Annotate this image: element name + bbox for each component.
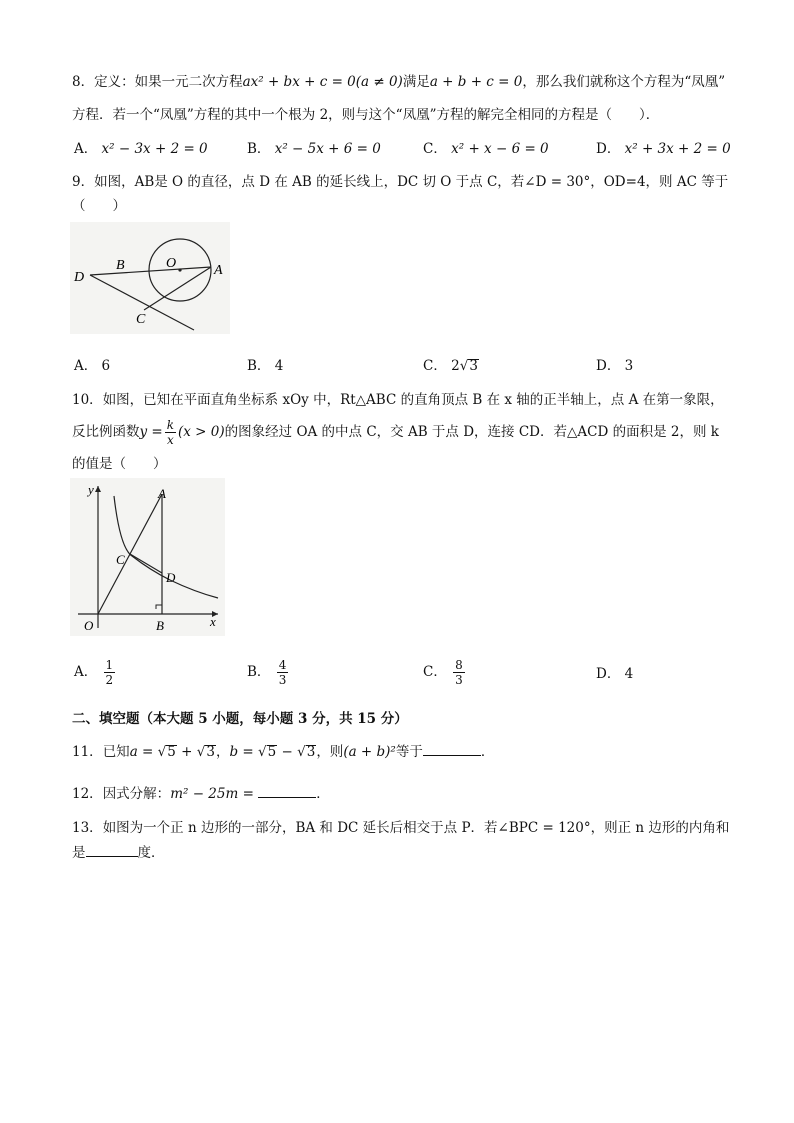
- q12-line: 12．因式分解：m² − 25m = ．: [72, 786, 330, 802]
- q11-line: 11．已知a = √5 + √3，b = √5 − √3，则(a + b)²等于 ．: [72, 744, 495, 760]
- q10-option-c[interactable]: C． $\frac{8}{3}$: [423, 658, 463, 687]
- q10-label-x: x: [210, 614, 216, 629]
- q8-condition: a + b + c = 0: [429, 74, 523, 90]
- q8-text2: 满足: [402, 74, 430, 90]
- q8-line2: 方程．若一个“凤凰”方程的其中一个根为 2，则与这个“凤凰”方程的解完全相同的方程是（ ）．: [72, 107, 660, 123]
- q10-label-c: C: [116, 552, 125, 567]
- q10-line1: [72, 391, 724, 409]
- q8-option-c[interactable]: C． x² + x − 6 = 0: [423, 141, 549, 157]
- q8-text1: 定义：如果一元二次方程: [94, 74, 243, 90]
- q8-option-d[interactable]: D． x² + 3x + 2 = 0: [596, 141, 731, 157]
- q8-option-a[interactable]: A． x² − 3x + 2 = 0: [74, 141, 208, 157]
- q10-option-a[interactable]: A． $\frac{1}{2}$: [74, 658, 114, 687]
- q10-number: 10．: [72, 392, 103, 408]
- q13-line2: 是 度．: [72, 845, 165, 861]
- q10-figure: [70, 478, 225, 636]
- section2-title: 二、填空题（本大题 5 小题，每小题 3 分，共 15 分）: [72, 711, 408, 727]
- q10-label-o: O: [84, 618, 94, 633]
- q10-func-y: y =: [139, 424, 163, 440]
- q9-number: 9．: [72, 174, 95, 190]
- q10-label-y: y: [88, 482, 94, 497]
- q8-option-b[interactable]: B． x² − 5x + 6 = 0: [247, 141, 381, 157]
- q10-line2: 反比例函数y = $\frac{k}{x}$ (x > 0)的图象经过 OA 的中点 C，交 AB 于点 D，连接 CD．若△ACD 的面积是 2，则 k: [72, 418, 719, 447]
- q12-answer-blank[interactable]: [258, 785, 316, 798]
- q9-label-a: A: [214, 263, 223, 278]
- q8-equation: ax² + bx + c = 0(a ≠ 0): [242, 74, 403, 90]
- q9-option-c[interactable]: C． 2√3: [423, 358, 478, 374]
- q11-answer-blank[interactable]: [423, 743, 481, 756]
- q9-figure: [70, 222, 230, 334]
- q9-label-b: B: [116, 258, 125, 273]
- q10-label-d: D: [166, 570, 176, 585]
- q10-func-fraction: $\frac{k}{x}$: [166, 418, 175, 447]
- q10-text: 如图，已知在平面直角坐标系 xOy 中，Rt△ABC 的直角顶点 B 在 x 轴的正半轴上，点 A 在第一象限，: [102, 392, 724, 408]
- q8-text3: ，那么我们就称这个方程为“凤凰”: [522, 74, 726, 90]
- q9-line1: [72, 173, 728, 191]
- q9-option-a[interactable]: A． 6: [74, 358, 111, 374]
- q10-line3: 的值是（ ）: [72, 456, 167, 472]
- q9-label-d: D: [74, 270, 85, 285]
- q13-line1: 13．如图为一个正 n 边形的一部分，BA 和 DC 延长后相交于点 P．若∠BPC = 120°，则正 n 边形的内角和: [72, 820, 730, 836]
- q8-number: 8．: [72, 74, 95, 90]
- q10-option-d[interactable]: D． 4: [596, 666, 634, 682]
- q9-label-o: O: [166, 256, 177, 271]
- q9-label-c: C: [136, 312, 146, 327]
- q10-label-b: B: [156, 618, 164, 633]
- q9-option-b[interactable]: B． 4: [247, 358, 284, 374]
- q9-text: 如图，AB是 O 的直径，点 D 在 AB 的延长线上，DC 切 O 于点 C，若∠D = 30°，OD=4，则 AC 等于: [94, 174, 729, 190]
- q13-answer-blank[interactable]: [86, 844, 138, 857]
- q9-line2: （ ）: [72, 198, 126, 214]
- q9-center-point: [178, 268, 181, 271]
- q9-option-d[interactable]: D． 3: [596, 358, 634, 374]
- q8-line1: [72, 73, 725, 91]
- q10-label-a: A: [158, 486, 166, 501]
- q10-option-b[interactable]: B． $\frac{4}{3}$: [247, 658, 287, 687]
